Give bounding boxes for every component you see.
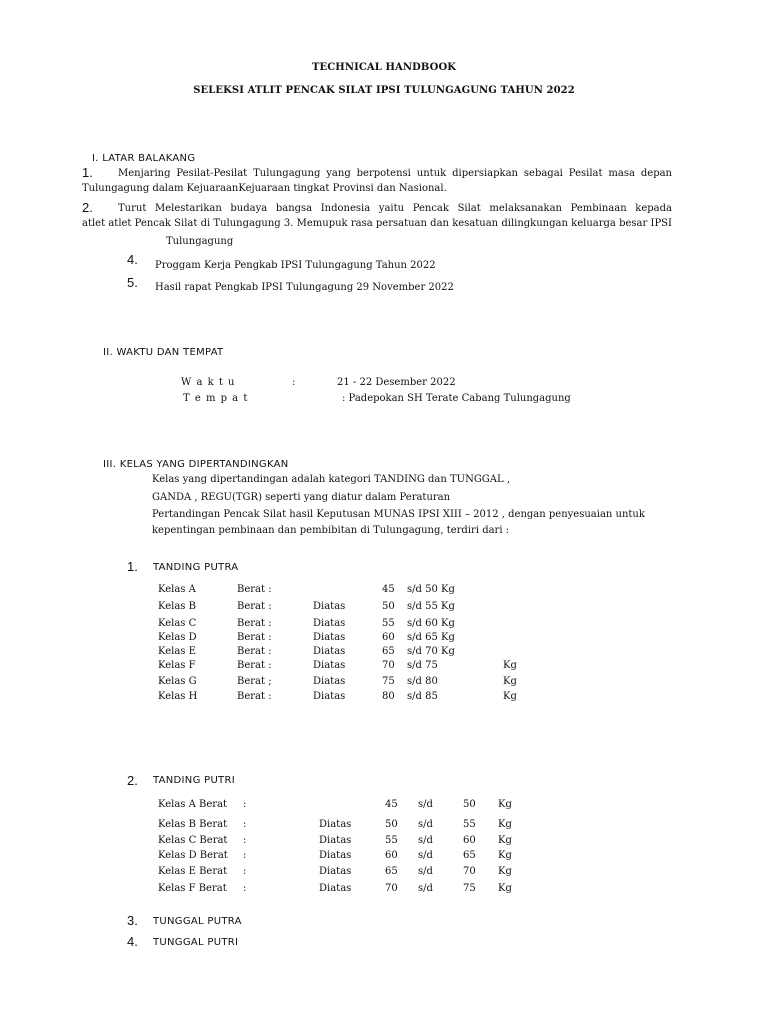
cell-kelas: Kelas G — [158, 676, 197, 687]
item-2-line-1: Turut Melestarikan budaya bangsa Indonesia yaitu Pencak Silat melaksanakan Pembinaan kepada — [118, 203, 672, 214]
cell-max: 55 — [463, 819, 476, 830]
cell-sd: s/d — [418, 799, 433, 810]
cell-colon: : — [243, 866, 247, 877]
intro-line-2: GANDA , REGU(TGR) seperti yang diatur dalam Peraturan — [152, 492, 451, 503]
item-2-number: 2. — [82, 200, 93, 215]
section-2-heading: II. WAKTU DAN TEMPAT — [103, 347, 224, 358]
cell-kelas: Kelas B Berat — [158, 819, 228, 830]
cell-berat: Berat : — [237, 632, 272, 643]
cell-colon: : — [243, 883, 247, 894]
cell-kelas: Kelas H — [158, 691, 198, 702]
cell-diatas: Diatas — [313, 618, 346, 629]
cell-berat: Berat : — [237, 660, 272, 671]
doc-title: TECHNICAL HANDBOOK — [311, 62, 457, 73]
cell-min: 55 — [382, 618, 395, 629]
cell-max: 65 — [463, 850, 476, 861]
cell-diatas: Diatas — [313, 676, 346, 687]
item-5-text: Hasil rapat Pengkab IPSI Tulungagung 29 November 2022 — [155, 282, 454, 293]
cell-diatas: Diatas — [313, 646, 346, 657]
cell-sd: s/d — [418, 850, 433, 861]
cell-kg: Kg — [498, 850, 512, 861]
cell-min: 55 — [385, 835, 398, 846]
cell-kelas: Kelas D — [158, 632, 197, 643]
cell-kg: Kg — [503, 676, 517, 687]
tempat-label: T e m p a t — [183, 393, 249, 404]
cell-colon: : — [243, 819, 247, 830]
cell-min: 45 — [385, 799, 398, 810]
cell-min: 50 — [382, 601, 395, 612]
cell-diatas: Diatas — [313, 601, 346, 612]
cell-kg: Kg — [498, 883, 512, 894]
cell-kelas: Kelas C Berat — [158, 835, 228, 846]
cell-max: s/d 85 — [407, 691, 438, 702]
putra-number: 1. — [127, 559, 138, 574]
cell-kg: Kg — [503, 691, 517, 702]
cell-kelas: Kelas F Berat — [158, 883, 227, 894]
intro-line-4: kepentingan pembinaan dan pembibitan di Tulungagung, terdiri dari : — [152, 525, 510, 536]
item-4-number: 4. — [127, 252, 138, 267]
item-1-number: 1. — [82, 165, 93, 180]
waktu-colon: : — [292, 377, 296, 388]
cell-max: s/d 70 Kg — [407, 646, 455, 657]
cell-sd: s/d — [418, 835, 433, 846]
cell-max: 50 — [463, 799, 476, 810]
cell-sd: s/d — [418, 883, 433, 894]
cell-diatas: Diatas — [319, 819, 352, 830]
cell-kelas: Kelas A — [158, 584, 196, 595]
cell-berat: Berat : — [237, 646, 272, 657]
cell-kelas: Kelas D Berat — [158, 850, 228, 861]
cell-diatas: Diatas — [313, 632, 346, 643]
cell-diatas: Diatas — [319, 850, 352, 861]
item-2-line-2: atlet atlet Pencak Silat di Tulungagung 3. Memupuk rasa persatuan dan kesatuan dilingkungan keluarga besar IPSI — [82, 218, 672, 229]
item-5-number: 5. — [127, 275, 138, 290]
cell-berat: Berat : — [237, 601, 272, 612]
putri-number: 2. — [127, 773, 138, 788]
putra-heading: TANDING PUTRA — [153, 562, 239, 573]
cell-berat: Berat : — [237, 618, 272, 629]
cell-min: 75 — [382, 676, 395, 687]
cell-max: s/d 60 Kg — [407, 618, 455, 629]
cell-berat: Berat : — [237, 691, 272, 702]
tunggal-putra-number: 3. — [127, 913, 138, 928]
cell-max: 70 — [463, 866, 476, 877]
cell-min: 70 — [385, 883, 398, 894]
cell-min: 50 — [385, 819, 398, 830]
cell-max: s/d 80 — [407, 676, 438, 687]
cell-colon: : — [243, 850, 247, 861]
cell-max: s/d 75 — [407, 660, 438, 671]
doc-subtitle: SELEKSI ATLIT PENCAK SILAT IPSI TULUNGAGUNG TAHUN 2022 — [193, 85, 575, 96]
cell-diatas: Diatas — [319, 866, 352, 877]
cell-max: s/d 50 Kg — [407, 584, 455, 595]
cell-max: s/d 65 Kg — [407, 632, 455, 643]
cell-sd: s/d — [418, 819, 433, 830]
cell-kelas: Kelas A Berat — [158, 799, 228, 810]
cell-min: 60 — [382, 632, 395, 643]
cell-min: 65 — [382, 646, 395, 657]
cell-berat: Berat : — [237, 584, 272, 595]
cell-kg: Kg — [498, 799, 512, 810]
cell-max: 75 — [463, 883, 476, 894]
cell-kelas: Kelas B — [158, 601, 196, 612]
item-4-text: Proggam Kerja Pengkab IPSI Tulungagung Tahun 2022 — [155, 260, 436, 271]
tunggal-putra-text: TUNGGAL PUTRA — [153, 916, 242, 927]
cell-min: 70 — [382, 660, 395, 671]
cell-diatas: Diatas — [319, 883, 352, 894]
tunggal-putri-number: 4. — [127, 934, 138, 949]
cell-kelas: Kelas F — [158, 660, 196, 671]
tunggal-putri-text: TUNGGAL PUTRI — [153, 937, 239, 948]
cell-kg: Kg — [498, 835, 512, 846]
cell-kelas: Kelas C — [158, 618, 197, 629]
cell-kelas: Kelas E — [158, 646, 196, 657]
cell-kg: Kg — [503, 660, 517, 671]
cell-min: 80 — [382, 691, 395, 702]
cell-min: 45 — [382, 584, 395, 595]
item-1-line-1: Menjaring Pesilat-Pesilat Tulungagung yang berpotensi untuk dipersiapkan sebagai Pesilat masa depan — [118, 168, 672, 179]
cell-max: 60 — [463, 835, 476, 846]
cell-max: s/d 55 Kg — [407, 601, 455, 612]
cell-min: 60 — [385, 850, 398, 861]
cell-colon: : — [243, 835, 247, 846]
item-2-line-3: Tulungagung — [166, 236, 234, 247]
item-1-line-2: Tulungagung dalam KejuaraanKejuaraan tingkat Provinsi dan Nasional. — [82, 183, 447, 194]
cell-kg: Kg — [498, 819, 512, 830]
cell-diatas: Diatas — [313, 660, 346, 671]
putri-heading: TANDING PUTRI — [153, 775, 235, 786]
intro-line-3: Pertandingan Pencak Silat hasil Keputusan MUNAS IPSI XIII – 2012 , dengan penyesuaian untuk — [152, 509, 645, 520]
waktu-value: 21 - 22 Desember 2022 — [337, 377, 456, 388]
cell-colon: : — [243, 799, 247, 810]
cell-kelas: Kelas E Berat — [158, 866, 228, 877]
cell-sd: s/d — [418, 866, 433, 877]
cell-min: 65 — [385, 866, 398, 877]
cell-kg: Kg — [498, 866, 512, 877]
tempat-value: : Padepokan SH Terate Cabang Tulungagung — [342, 393, 571, 404]
intro-line-1: Kelas yang dipertandingan adalah kategori TANDING dan TUNGGAL , — [152, 474, 511, 485]
cell-diatas: Diatas — [313, 691, 346, 702]
cell-diatas: Diatas — [319, 835, 352, 846]
waktu-label: W a k t u — [181, 377, 236, 388]
cell-berat: Berat ; — [237, 676, 272, 687]
section-1-heading: I. LATAR BALAKANG — [92, 153, 196, 164]
section-3-heading: III. KELAS YANG DIPERTANDINGKAN — [103, 459, 289, 470]
